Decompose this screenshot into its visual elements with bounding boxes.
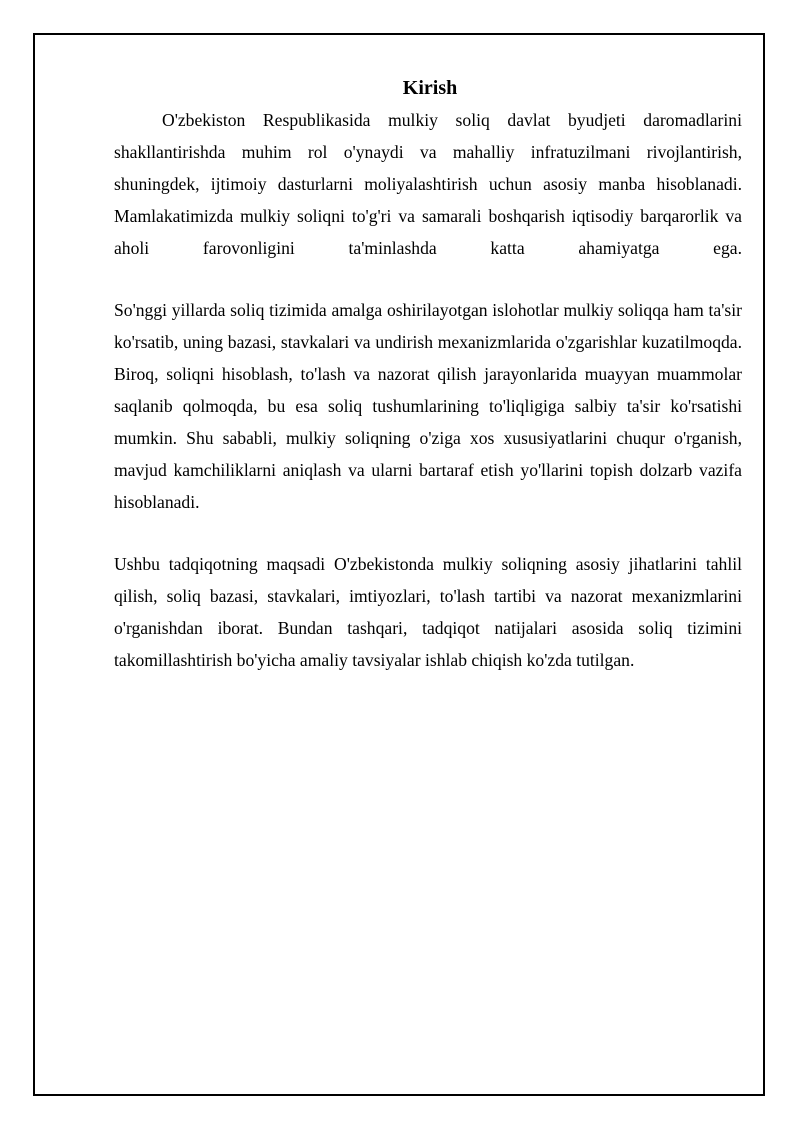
document-body [114,74,742,676]
document-title: Kirish [402,77,458,99]
paragraph-reforms: So'nggi yillarda soliq tizimida amalga oshirilayotgan islohotlar mulkiy soliqqa ham ta'sir ko'rsatib, uning bazasi, stavkalari va undirish mexanizmlarida o'zgarishlar kuzatilmoqda. Biroq, soliqni hisoblash, to'lash va nazorat qilish jarayonlarida muayyan muammolar saqlanib qolmoqda, bu esa soliq tushumlarining to'liqligiga salbiy ta'sir ko'rsatishi mumkin. Shu sababli, mulkiy soliqning o'ziga xos xususiyatlarini chuqur o'rganish, mavjud kamchiliklarni aniqlash va ularni bartaraf etish yo'llarini topish dolzarb vazifa hisoblanadi. [114,300,742,512]
paragraph-intro: O'zbekiston Respublikasida mulkiy soliq davlat byudjeti daromadlarini shakllantirishda muhim rol o'ynaydi va mahalliy infratuzilmani rivojlantirish, shuningdek, ijtimoiy dasturlarni moliyalashtirish uchun asosiy manba hisoblanadi. Mamlakatimizda mulkiy soliqni to'g'ri va samarali boshqarish iqtisodiy barqarorlik va aholi farovonligini ta'minlashda katta ahamiyatga ega. [114,110,742,258]
paragraph-spacer [114,518,742,548]
paragraph-spacer [114,264,742,294]
paragraph-goal: Ushbu tadqiqotning maqsadi O'zbekistonda mulkiy soliqning asosiy jihatlarini tahlil qilish, soliq bazasi, stavkalari, imtiyozlari, to'lash tartibi va nazorat mexanizmlarini o'rganishdan iborat. Bundan tashqari, tadqiqot natijalari asosida soliq tizimini takomillashtirish bo'yicha amaliy tavsiyalar ishlab chiqish ko'zda tutilgan. [114,554,742,670]
